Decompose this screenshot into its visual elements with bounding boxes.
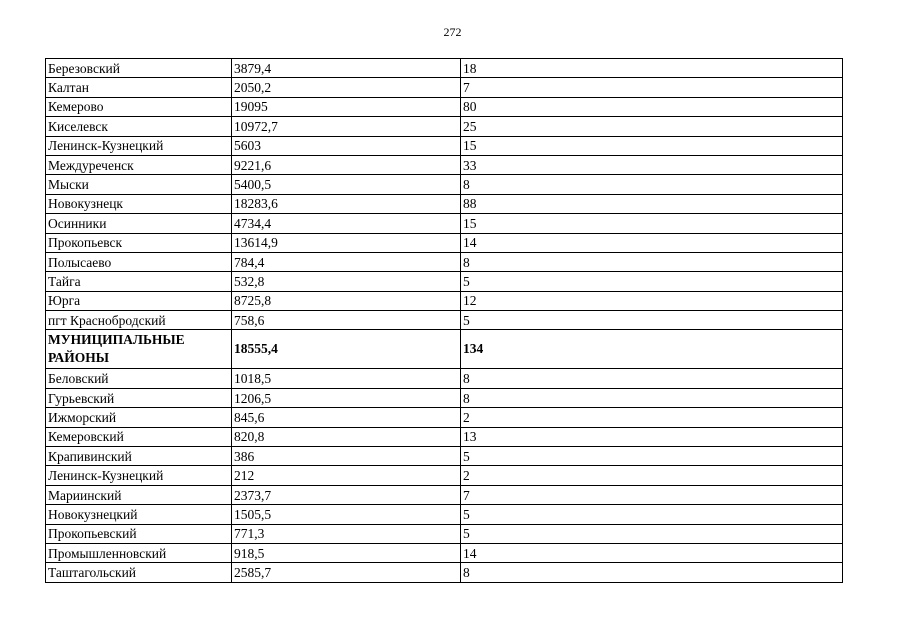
territory-name-cell: Мариинский xyxy=(46,485,232,504)
value-cell: 2373,7 xyxy=(232,485,461,504)
territory-name-cell: Мыски xyxy=(46,175,232,194)
territory-name-cell: Крапивинский xyxy=(46,447,232,466)
value-cell: 19095 xyxy=(232,97,461,116)
count-cell: 2 xyxy=(461,466,843,485)
territory-name-cell: Беловский xyxy=(46,369,232,388)
territory-name-cell: Гурьевский xyxy=(46,388,232,407)
value-cell: 820,8 xyxy=(232,427,461,446)
count-cell: 7 xyxy=(461,485,843,504)
territory-name-cell: Прокопьевск xyxy=(46,233,232,252)
count-cell: 134 xyxy=(461,330,843,369)
value-cell: 10972,7 xyxy=(232,117,461,136)
value-cell: 1505,5 xyxy=(232,505,461,524)
value-cell: 1018,5 xyxy=(232,369,461,388)
count-cell: 15 xyxy=(461,136,843,155)
territory-name-cell: пгт Краснобродский xyxy=(46,311,232,330)
value-cell: 845,6 xyxy=(232,408,461,427)
value-cell: 3879,4 xyxy=(232,59,461,78)
territory-name-cell: Осинники xyxy=(46,214,232,233)
territory-name-cell: Промышленновский xyxy=(46,543,232,562)
territory-name-cell: Березовский xyxy=(46,59,232,78)
value-cell: 5603 xyxy=(232,136,461,155)
count-cell: 88 xyxy=(461,194,843,213)
count-cell: 8 xyxy=(461,252,843,271)
count-cell: 80 xyxy=(461,97,843,116)
table-row xyxy=(46,388,843,407)
page-number: 272 xyxy=(443,25,462,39)
count-cell: 8 xyxy=(461,563,843,582)
count-cell: 5 xyxy=(461,447,843,466)
count-cell: 5 xyxy=(461,272,843,291)
territory-name-cell: Калтан xyxy=(46,78,232,97)
value-cell: 8725,8 xyxy=(232,291,461,310)
table-row xyxy=(46,466,843,485)
value-cell: 212 xyxy=(232,466,461,485)
value-cell: 784,4 xyxy=(232,252,461,271)
territory-name-cell: Новокузнецк xyxy=(46,194,232,213)
value-cell: 5400,5 xyxy=(232,175,461,194)
value-cell: 18555,4 xyxy=(232,330,461,369)
table-row xyxy=(46,136,843,155)
territory-name-cell: Полысаево xyxy=(46,252,232,271)
table-row xyxy=(46,330,843,369)
table-row xyxy=(46,59,843,78)
count-cell: 8 xyxy=(461,175,843,194)
count-cell: 18 xyxy=(461,59,843,78)
table-row xyxy=(46,233,843,252)
table-row xyxy=(46,543,843,562)
territory-name-cell: Тайга xyxy=(46,272,232,291)
territory-name-cell: Ижморский xyxy=(46,408,232,427)
value-cell: 1206,5 xyxy=(232,388,461,407)
data-table xyxy=(45,58,843,583)
territory-name-cell: Кемеровский xyxy=(46,427,232,446)
territory-name-cell: Юрга xyxy=(46,291,232,310)
count-cell: 5 xyxy=(461,505,843,524)
territory-name-cell: Новокузнецкий xyxy=(46,505,232,524)
territory-name-cell: Таштагольский xyxy=(46,563,232,582)
value-cell: 2050,2 xyxy=(232,78,461,97)
table-row xyxy=(46,485,843,504)
table-row xyxy=(46,252,843,271)
value-cell: 13614,9 xyxy=(232,233,461,252)
territory-name-cell: Прокопьевский xyxy=(46,524,232,543)
table-row xyxy=(46,155,843,174)
value-cell: 9221,6 xyxy=(232,155,461,174)
table-row xyxy=(46,369,843,388)
territory-name-cell: Ленинск-Кузнецкий xyxy=(46,466,232,485)
table-row xyxy=(46,447,843,466)
table-row xyxy=(46,117,843,136)
table-row xyxy=(46,311,843,330)
count-cell: 12 xyxy=(461,291,843,310)
count-cell: 15 xyxy=(461,214,843,233)
table-row xyxy=(46,563,843,582)
value-cell: 758,6 xyxy=(232,311,461,330)
territory-name-cell: Междуреченск xyxy=(46,155,232,174)
table-row xyxy=(46,194,843,213)
table-row xyxy=(46,505,843,524)
territory-name-cell: Ленинск-Кузнецкий xyxy=(46,136,232,155)
table-row xyxy=(46,214,843,233)
value-cell: 918,5 xyxy=(232,543,461,562)
value-cell: 532,8 xyxy=(232,272,461,291)
value-cell: 386 xyxy=(232,447,461,466)
table-row xyxy=(46,97,843,116)
table-row xyxy=(46,291,843,310)
count-cell: 14 xyxy=(461,543,843,562)
count-cell: 33 xyxy=(461,155,843,174)
value-cell: 18283,6 xyxy=(232,194,461,213)
count-cell: 25 xyxy=(461,117,843,136)
table-row xyxy=(46,408,843,427)
value-cell: 771,3 xyxy=(232,524,461,543)
count-cell: 8 xyxy=(461,388,843,407)
count-cell: 2 xyxy=(461,408,843,427)
count-cell: 14 xyxy=(461,233,843,252)
value-cell: 2585,7 xyxy=(232,563,461,582)
count-cell: 5 xyxy=(461,524,843,543)
table-row xyxy=(46,272,843,291)
table-body xyxy=(46,59,843,583)
count-cell: 8 xyxy=(461,369,843,388)
territory-name-cell: Кемерово xyxy=(46,97,232,116)
count-cell: 7 xyxy=(461,78,843,97)
territory-name-cell: МУНИЦИПАЛЬНЫЕ РАЙОНЫ xyxy=(46,330,232,369)
count-cell: 13 xyxy=(461,427,843,446)
territory-name-cell: Киселевск xyxy=(46,117,232,136)
count-cell: 5 xyxy=(461,311,843,330)
table-row xyxy=(46,175,843,194)
value-cell: 4734,4 xyxy=(232,214,461,233)
table-row xyxy=(46,78,843,97)
table-row xyxy=(46,427,843,446)
table-row xyxy=(46,524,843,543)
